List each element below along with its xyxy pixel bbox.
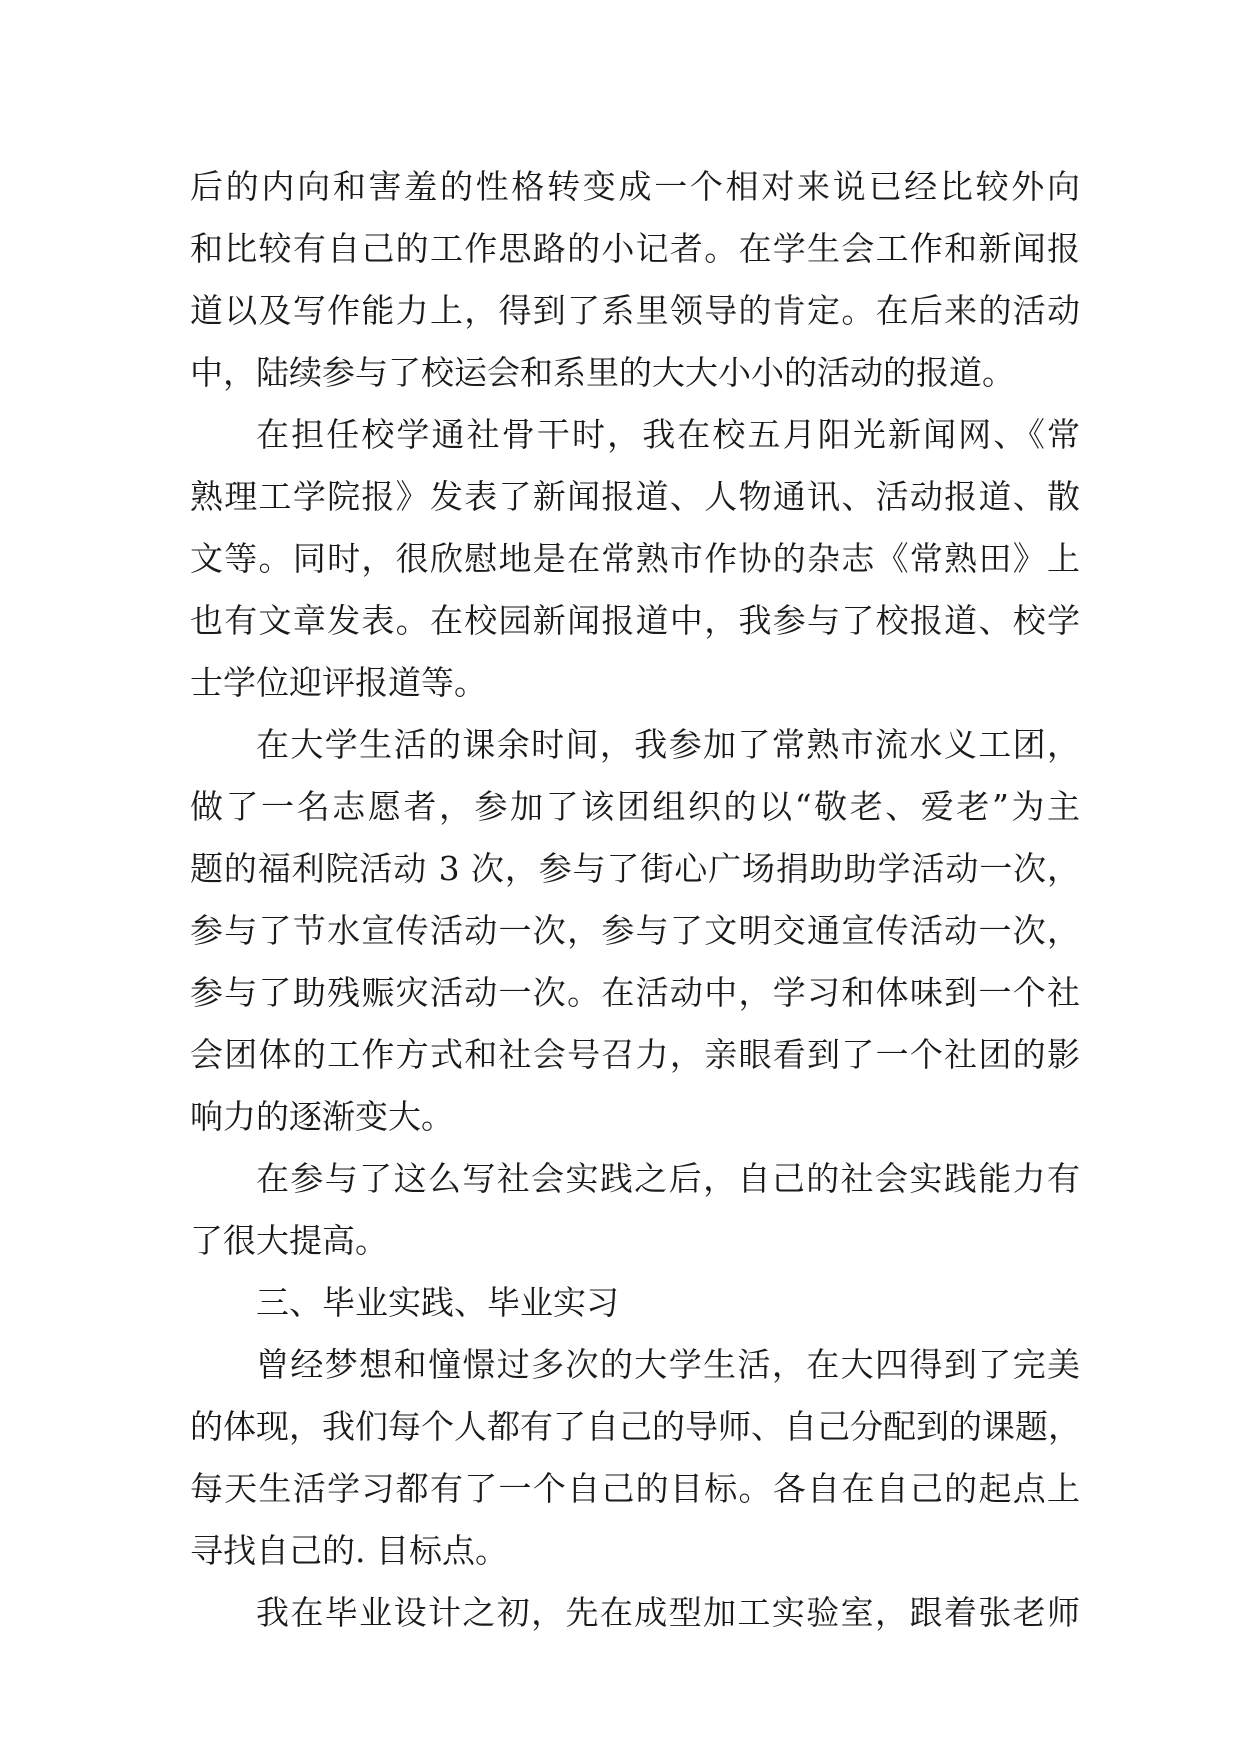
paragraph-first-line: 在大学生活的课余时间，我参加了常熟市流水义工团，	[256, 725, 1080, 764]
text-line: 参与了助残赈灾活动一次。在活动中，学习和体味到一个社	[190, 973, 1080, 1012]
paragraph-first-line: 曾经梦想和憧憬过多次的大学生活，在大四得到了完美	[256, 1345, 1080, 1384]
text-line: 每天生活学习都有了一个自己的目标。各自在自己的起点上	[190, 1469, 1080, 1508]
text-line: 题的福利院活动 3 次，参与了街心广场捐助助学活动一次，	[190, 849, 1080, 888]
text-line: 文等。同时，很欣慰地是在常熟市作协的杂志《常熟田》上	[190, 539, 1080, 578]
text-line: 也有文章发表。在校园新闻报道中，我参与了校报道、校学	[190, 601, 1080, 640]
section-heading: 三、毕业实践、毕业实习	[256, 1283, 619, 1322]
paragraph-first-line: 在参与了这么写社会实践之后，自己的社会实践能力有	[256, 1159, 1080, 1198]
text-line: 参与了节水宣传活动一次，参与了文明交通宣传活动一次，	[190, 911, 1080, 950]
text-line: 的体现，我们每个人都有了自己的导师、自己分配到的课题，	[190, 1407, 1081, 1446]
paragraph-first-line: 在担任校学通社骨干时，我在校五月阳光新闻网、《常	[256, 415, 1080, 454]
text-line: 和比较有自己的工作思路的小记者。在学生会工作和新闻报	[190, 229, 1080, 268]
text-line: 做了一名志愿者，参加了该团组织的以“敬老、爱老”为主	[190, 787, 1080, 826]
body-text	[190, 156, 1080, 1644]
text-line: 后的内向和害羞的性格转变成一个相对来说已经比较外向	[190, 167, 1080, 206]
text-line: 熟理工学院报》发表了新闻报道、人物通讯、活动报道、散	[190, 477, 1080, 516]
text-line: 士学位迎评报道等。	[190, 663, 487, 702]
text-line: 了很大提高。	[190, 1221, 388, 1260]
text-line: 响力的逐渐变大。	[190, 1097, 454, 1136]
paragraph-first-line: 我在毕业设计之初，先在成型加工实验室，跟着张老师	[256, 1593, 1080, 1632]
text-line: 寻找自己的. 目标点。	[190, 1531, 508, 1570]
text-line: 中，陆续参与了校运会和系里的大大小小的活动的报道。	[190, 353, 1015, 392]
text-line: 道以及写作能力上，得到了系里领导的肯定。在后来的活动	[190, 291, 1080, 330]
text-line: 会团体的工作方式和社会号召力，亲眼看到了一个社团的影	[190, 1035, 1080, 1074]
